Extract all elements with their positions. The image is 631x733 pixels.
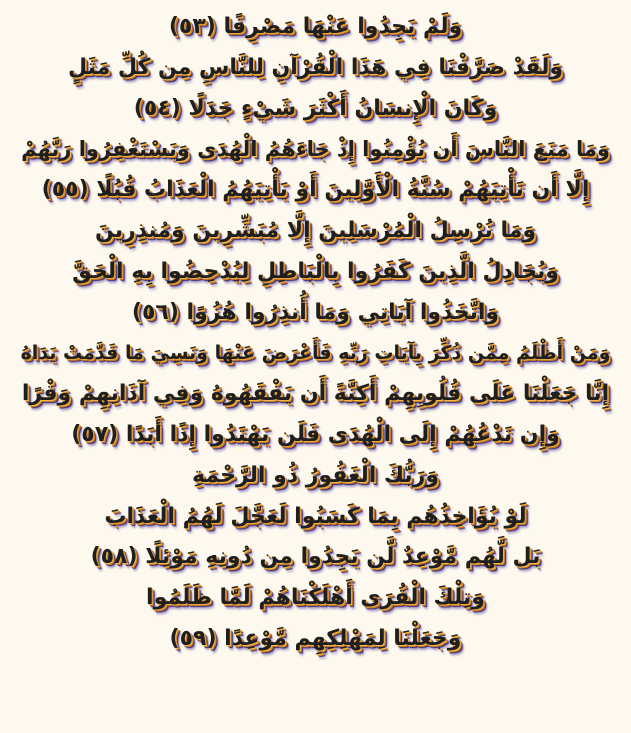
verse-line: وَلَقَدْ صَرَّفْنَا فِي هَذَا الْقُرْآنِ لِلنَّاسِ مِن كُلِّ مَثَلٍ (67, 54, 564, 80)
verse-line: وَمَا نُرْسِلُ الْمُرْسَلِينَ إِلَّا مُبَشِّرِينَ وَمُنذِرِينَ (94, 217, 537, 243)
verse-line: وَاتَّخَذُوا آيَاتِي وَمَا أُنذِرُوا هُزُوًا (٥٦) (131, 299, 500, 325)
verse-line: وَمَنْ أَظْلَمُ مِمَّن ذُكِّرَ بِآيَاتِ رَبِّهِ فَأَعْرَضَ عَنْهَا وَنَسِيَ مَا قَدَّمَتْ يَدَاهُ (20, 342, 611, 365)
verse-line: وَمَا مَنَعَ النَّاسَ أَن يُؤْمِنُوا إِذْ جَاءَهُمُ الْهُدَى وَيَسْتَغْفِرُوا رَبَّهُمْ (21, 137, 610, 162)
verse-line: إِلَّا أَن تَأْتِيَهُمْ سُنَّةُ الْأَوَّلِينَ أَوْ يَأْتِيَهُمُ الْعَذَابُ قُبُلًا (٥٥) (41, 177, 590, 203)
verse-line: لَوْ يُؤَاخِذُهُم بِمَا كَسَبُوا لَعَجَّلَ لَهُمُ الْعَذَابَ (104, 503, 527, 529)
verse-line: إِنَّا جَعَلْنَا عَلَى قُلُوبِهِمْ أَكِنَّةً أَن يَفْقَهُوهُ وَفِي آذَانِهِمْ وَقْرًا (21, 381, 610, 407)
verse-line: بَل لَّهُم مَّوْعِدٌ لَّن يَجِدُوا مِن دُونِهِ مَوْئِلًا (٥٨) (90, 544, 541, 570)
verse-line: وَإِن تَدْعُهُمْ إِلَى الْهُدَى فَلَن يَهْتَدُوا إِذًا أَبَدًا (٥٧) (71, 421, 560, 447)
verse-line: وَيُجَادِلُ الَّذِينَ كَفَرُوا بِالْبَاطِلِ لِيُدْحِضُوا بِهِ الْحَقَّ (72, 258, 559, 284)
verse-line: وَرَبُّكَ الْغَفُورُ ذُو الرَّحْمَةِ (192, 462, 439, 488)
verse-line: وَجَعَلْنَا لِمَهْلِكِهِم مَّوْعِدًا (٥٩) (169, 625, 462, 651)
verse-line: وَكَانَ الْإِنسَانُ أَكْثَرَ شَيْءٍ جَدَلًا (٥٤) (133, 95, 498, 121)
verse-line: وَلَمْ يَجِدُوا عَنْهَا مَصْرِفًا (٥٣) (168, 14, 463, 39)
verse-line: وَتِلْكَ الْقُرَى أَهْلَكْنَاهُمْ لَمَّا ظَلَمُوا (146, 585, 485, 611)
verses-block (0, 7, 631, 660)
